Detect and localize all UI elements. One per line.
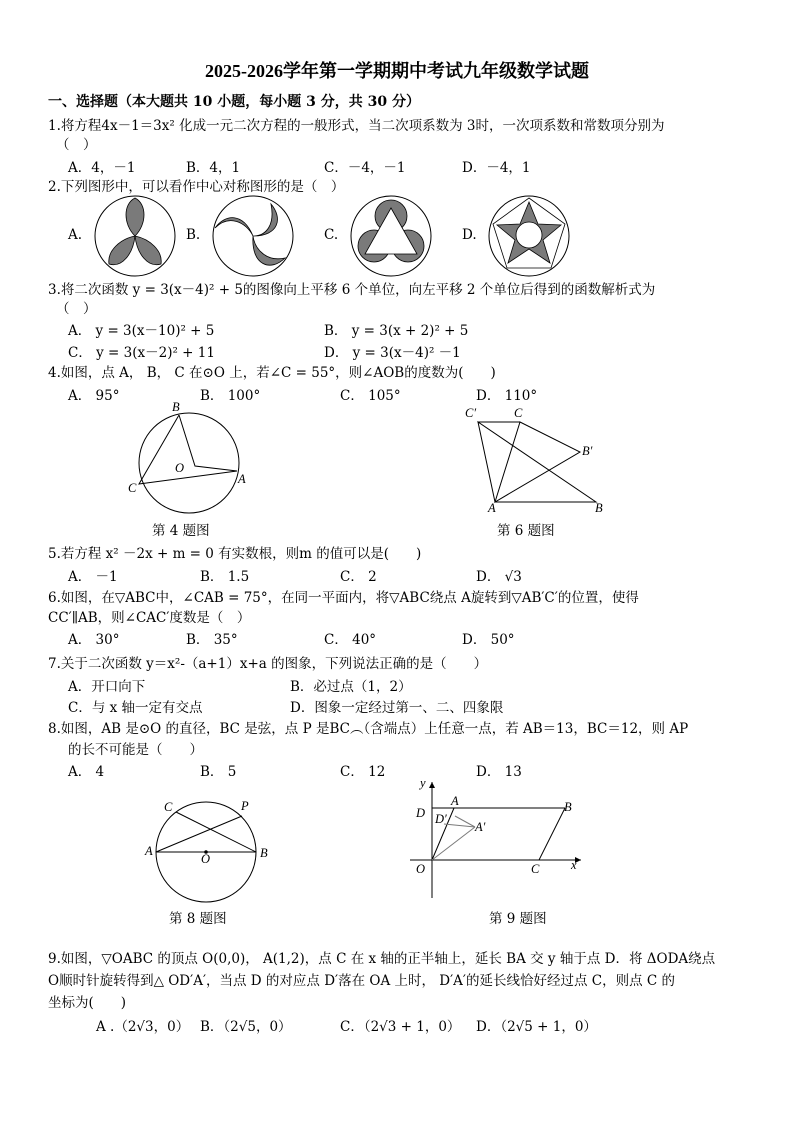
q5-option-c[interactable]: C． 2 [340, 569, 377, 585]
question-2-text: 2.下列图形中，可以看作中心对称图形的是（ ） [48, 179, 345, 195]
fig9-label-y: y [420, 776, 426, 790]
fig9-label-a-prime: A′ [475, 820, 486, 834]
figure-4-caption: 第 4 题图 [152, 523, 210, 539]
q4-option-a[interactable]: A． 95° [68, 388, 120, 404]
fig6-label-a: A [488, 501, 496, 515]
fig9-label-a: A [451, 794, 459, 808]
question-1-text: 1.将方程4x－1＝3x² 化成一元二次方程的一般形式，当二次项系数为 3时，一次项系数和常数项分别为 [48, 118, 665, 134]
section-heading: 一、选择题（本大题共 10 小题，每小题 3 分，共 30 分） [48, 94, 420, 110]
q2-figure-d [487, 194, 571, 278]
question-3-text: 3.将二次函数 y = 3(x－4)² + 5的图像向上平移 6 个单位，向左平移 2 个单位后得到的函数解析式为 [48, 282, 656, 298]
question-6-text-line2: CC′∥AB，则∠CAC′度数是（ ） [48, 610, 251, 626]
figure-6-diagram [470, 418, 600, 508]
fig6-label-c: C [514, 406, 523, 420]
question-8-text: 8.如图，AB 是⊙O 的直径，BC 是弦，点 P 是BC︵（含端点）上任意一点，若 AB＝13，BC＝12，则 AP [48, 721, 689, 737]
q2-label-c[interactable]: C. [324, 227, 339, 243]
fig8-label-p: P [241, 799, 249, 813]
page-title: 2025-2026学年第一学期期中考试九年级数学试题 [205, 61, 589, 81]
q3-option-b[interactable]: B． y = 3(x + 2)² + 5 [324, 323, 469, 339]
q7-option-c[interactable]: C．与 x 轴一定有交点 [68, 700, 203, 716]
fig4-label-o: O [175, 461, 185, 475]
q6-option-a[interactable]: A． 30° [68, 632, 120, 648]
q3-option-c[interactable]: C． y = 3(x－2)² + 11 [68, 345, 215, 361]
q9-option-a[interactable]: A .（2√3，0） [96, 1019, 190, 1035]
q9-option-c[interactable]: C．（2√3 + 1，0） [340, 1019, 461, 1035]
q6-option-c[interactable]: C． 40° [324, 632, 377, 648]
q1-option-d[interactable]: D．－4，1 [462, 160, 531, 176]
figure-9-diagram [405, 780, 585, 900]
q2-figure-b [211, 194, 295, 278]
q3-option-d[interactable]: D． y = 3(x－4)² －1 [324, 345, 461, 361]
fig9-label-d: D [416, 806, 426, 820]
fig8-label-o: O [201, 852, 211, 866]
q5-option-d[interactable]: D． √3 [476, 569, 522, 585]
question-4-text: 4.如图，点 A， B， C 在⊙O 上，若∠C = 55°，则∠AOB的度数为( ) [48, 365, 496, 381]
question-5-text: 5.若方程 x² －2x + m = 0 有实数根，则m 的值可以是( ) [48, 546, 422, 562]
question-6-text: 6.如图，在▽ABC中，∠CAB = 75°，在同一平面内，将▽ABC绕点 A旋转到▽AB′C′的位置，使得 [48, 590, 639, 606]
q9-option-d[interactable]: D．（2√5 + 1，0） [476, 1019, 597, 1035]
q5-option-a[interactable]: A． －1 [68, 569, 118, 585]
fig9-label-x: x [571, 858, 577, 872]
fig9-label-c: C [531, 862, 540, 876]
q1-option-c[interactable]: C．－4，－1 [324, 160, 406, 176]
q7-option-a[interactable]: A．开口向下 [68, 679, 146, 695]
q8-option-c[interactable]: C． 12 [340, 764, 386, 780]
q7-option-d[interactable]: D．图象一定经过第一、二、四象限 [290, 700, 504, 716]
q1-option-a[interactable]: A．4，－1 [68, 160, 136, 176]
q4-option-b[interactable]: B． 100° [200, 388, 261, 404]
fig9-label-o: O [416, 862, 426, 876]
figure-9-caption: 第 9 题图 [489, 911, 547, 927]
q2-label-a[interactable]: A. [68, 227, 83, 243]
question-9-text-line2: O顺时针旋转得到△ OD′A′，当点 D 的对应点 D′落在 OA 上时， D′A′的延长线恰好经过点 C，则点 C 的 [48, 973, 676, 989]
fig8-label-b: B [260, 846, 268, 860]
q4-option-d[interactable]: D． 110° [476, 388, 538, 404]
fig4-label-a: A [238, 472, 246, 486]
fig8-label-c: C [164, 800, 173, 814]
q6-option-d[interactable]: D． 50° [462, 632, 515, 648]
q2-figure-a [93, 194, 177, 278]
figure-8-caption: 第 8 题图 [169, 911, 227, 927]
q9-option-b[interactable]: B．（2√5，0） [200, 1019, 292, 1035]
fig4-label-c: C [128, 481, 137, 495]
q8-option-b[interactable]: B． 5 [200, 764, 237, 780]
fig9-label-d-prime: D′ [435, 812, 447, 826]
q5-option-b[interactable]: B． 1.5 [200, 569, 250, 585]
fig8-label-a: A [145, 844, 153, 858]
question-7-text: 7.关于二次函数 y＝x²-（a+1）x+a 的图象，下列说法正确的是（ ） [48, 656, 488, 672]
q3-option-a[interactable]: A． y = 3(x－10)² + 5 [68, 323, 215, 339]
fig6-label-b: B [595, 501, 603, 515]
figure-6-caption: 第 6 题图 [497, 523, 555, 539]
question-3-paren: （ ） [56, 301, 97, 317]
q1-option-b[interactable]: B．4，1 [186, 160, 241, 176]
figure-4-diagram [137, 411, 241, 515]
q2-figure-c [349, 194, 433, 278]
fig4-label-b: B [172, 400, 180, 414]
question-1-paren: （ ） [56, 137, 97, 153]
q8-option-d[interactable]: D． 13 [476, 764, 522, 780]
question-9-text-line3: 坐标为( ) [48, 995, 127, 1011]
q6-option-b[interactable]: B． 35° [186, 632, 238, 648]
question-8-text-line2: 的长不可能是（ ） [68, 742, 203, 758]
q4-option-c[interactable]: C． 105° [340, 388, 401, 404]
q7-option-b[interactable]: B．必过点（1，2） [290, 679, 412, 695]
fig6-label-b-prime: B′ [582, 444, 593, 458]
fig6-label-c-prime: C′ [465, 406, 477, 420]
question-9-text: 9.如图，▽OABC 的顶点 O(0,0)， A(1,2)，点 C 在 x 轴的正半轴上，延长 BA 交 y 轴于点 D．将 ΔODA绕点 [48, 951, 716, 967]
q8-option-a[interactable]: A． 4 [68, 764, 105, 780]
q2-label-b[interactable]: B. [186, 227, 201, 243]
q2-label-d[interactable]: D. [462, 227, 477, 243]
fig9-label-b: B [564, 800, 572, 814]
